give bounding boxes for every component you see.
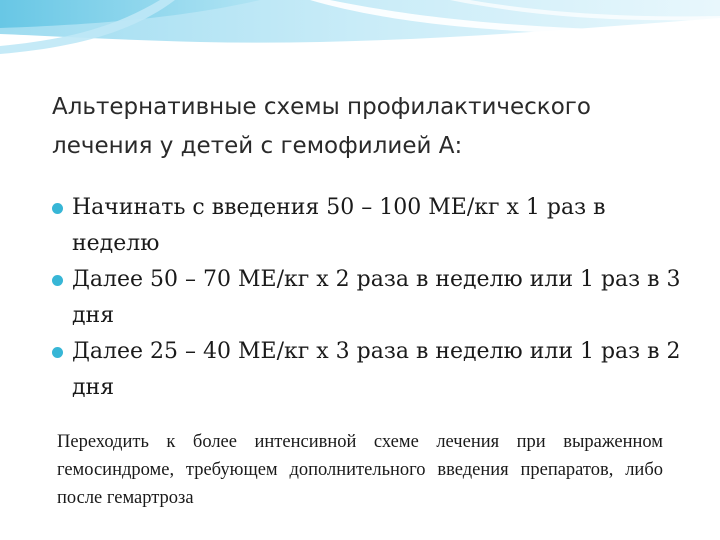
bullet-list bbox=[50, 190, 690, 406]
bullet-dot-icon bbox=[52, 275, 63, 286]
list-item bbox=[50, 262, 690, 334]
note-paragraph: Переходить к более интенсивной схеме лечения при выраженном гемосиндроме, требующем дополнительного введения препаратов, либо после гемартроза bbox=[57, 432, 663, 508]
slide-title: Альтернативные схемы профилактического лечения у детей с гемофилией А: bbox=[52, 94, 591, 159]
bullet-dot-icon bbox=[52, 203, 63, 214]
bullet-text: Начинать с введения 50 – 100 МЕ/кг х 1 раз в неделю bbox=[72, 195, 606, 256]
bullet-text: Далее 25 – 40 МЕ/кг х 3 раза в неделю или 1 раз в 2 дня bbox=[72, 339, 681, 400]
list-item bbox=[50, 334, 690, 406]
bullet-dot-icon bbox=[52, 347, 63, 358]
list-item bbox=[50, 190, 690, 262]
bullet-text: Далее 50 – 70 МЕ/кг х 2 раза в неделю или 1 раз в 3 дня bbox=[72, 267, 681, 328]
header-wave-decoration bbox=[0, 0, 720, 80]
